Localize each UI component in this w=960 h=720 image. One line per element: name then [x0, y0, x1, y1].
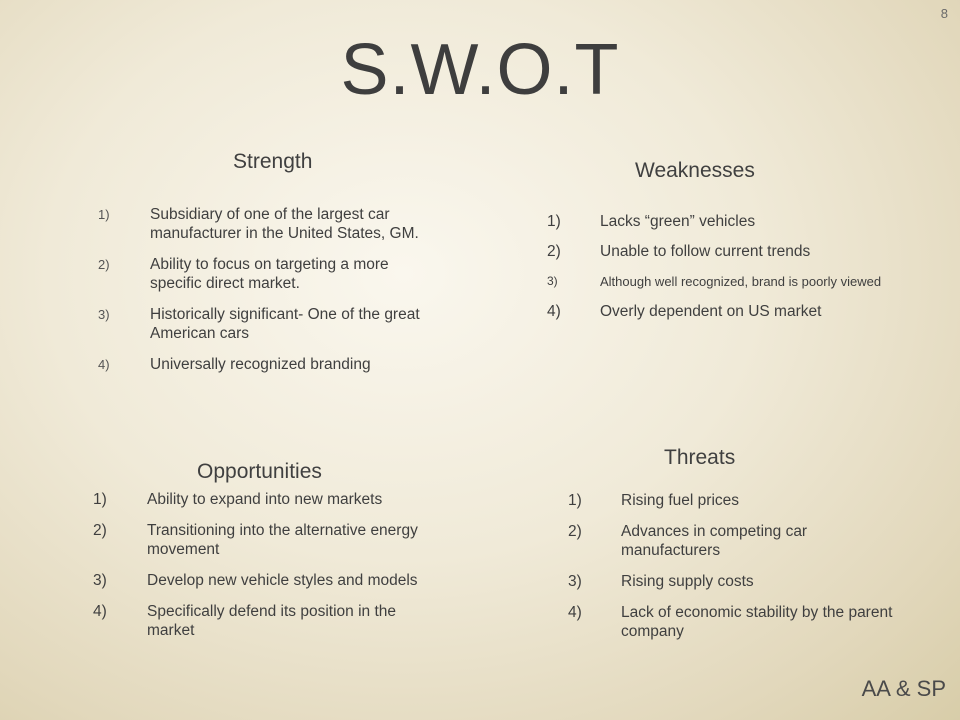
- list-item: [547, 242, 882, 261]
- list-item: [98, 305, 443, 343]
- strength-heading: Strength: [233, 150, 313, 173]
- opportunities-list: [93, 490, 443, 652]
- item-number: 3): [547, 274, 558, 288]
- list-item: [547, 212, 882, 231]
- slide-number: 8: [940, 6, 948, 21]
- item-number: 1): [568, 492, 582, 509]
- item-text: Overly dependent on US market: [600, 303, 822, 320]
- item-number: 3): [93, 572, 107, 589]
- item-number: 1): [98, 207, 110, 222]
- list-item: [568, 522, 903, 560]
- opportunities-heading: Opportunities: [197, 460, 322, 483]
- footer-credit: AA & SP: [861, 676, 946, 701]
- list-item: [93, 602, 443, 640]
- list-item: [547, 272, 882, 291]
- item-text: Transitioning into the alternative energy movement: [147, 522, 418, 558]
- item-text: Specifically defend its position in the market: [147, 603, 397, 639]
- item-number: 1): [93, 491, 107, 508]
- item-number: 2): [547, 243, 561, 260]
- item-text: Lack of economic stability by the parent company: [621, 604, 893, 640]
- item-number: 4): [98, 357, 110, 372]
- item-number: 2): [568, 523, 582, 540]
- item-text: Universally recognized branding: [150, 356, 371, 373]
- list-item: [93, 521, 443, 559]
- list-item: [98, 355, 443, 374]
- item-number: 4): [547, 303, 561, 320]
- item-text: Rising supply costs: [621, 573, 754, 590]
- slide-title: S.W.O.T: [340, 30, 620, 110]
- item-number: 3): [568, 573, 582, 590]
- item-number: 1): [547, 213, 561, 230]
- list-item: [93, 490, 443, 509]
- item-text: Rising fuel prices: [621, 492, 740, 509]
- threats-list: [568, 491, 903, 653]
- item-text: Ability to expand into new markets: [147, 491, 383, 508]
- item-number: 2): [98, 257, 110, 272]
- item-number: 4): [568, 604, 582, 621]
- list-item: [568, 572, 903, 591]
- list-item: [568, 603, 903, 641]
- item-number: 3): [98, 307, 110, 322]
- list-item: [547, 302, 882, 321]
- strength-list: [98, 205, 443, 386]
- item-number: 4): [93, 603, 107, 620]
- weaknesses-heading: Weaknesses: [635, 159, 755, 182]
- item-text: Although well recognized, brand is poorly viewed: [600, 274, 882, 289]
- weaknesses-list: [547, 212, 882, 332]
- list-item: [93, 571, 443, 590]
- list-item: [568, 491, 903, 510]
- threats-heading: Threats: [664, 446, 736, 469]
- item-text: Advances in competing car manufacturers: [621, 523, 808, 559]
- item-text: Lacks “green” vehicles: [600, 213, 756, 230]
- item-text: Unable to follow current trends: [600, 243, 811, 260]
- item-text: Develop new vehicle styles and models: [147, 572, 418, 589]
- item-text: Historically significant- One of the great American cars: [150, 306, 420, 342]
- list-item: [98, 255, 443, 293]
- item-text: Subsidiary of one of the largest car manufacturer in the United States, GM.: [150, 206, 419, 242]
- item-text: Ability to focus on targeting a more specific direct market.: [150, 256, 389, 292]
- item-number: 2): [93, 522, 107, 539]
- list-item: [98, 205, 443, 243]
